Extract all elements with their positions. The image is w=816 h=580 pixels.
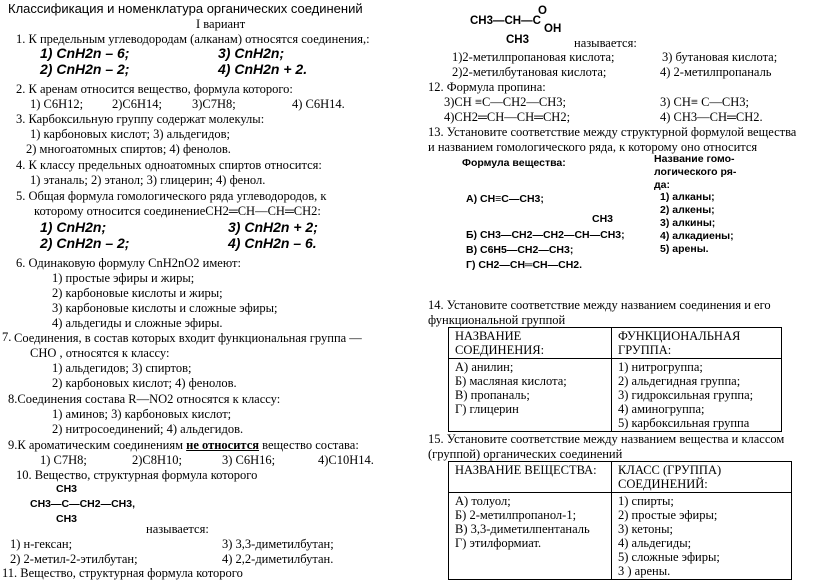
- question-9: 9.К ароматическим соединениям не относится вещество состава:: [8, 438, 359, 452]
- match-table-15: [448, 461, 792, 580]
- option: 1) CnH2n – 6;: [40, 45, 130, 61]
- name-option: 1) алканы;: [660, 191, 715, 203]
- option: 1) н-гексан;: [10, 537, 73, 551]
- question-7: Соединения, в состав которых входит функциональная группа —: [14, 331, 362, 345]
- option: 2)2-метилбутановая кислота;: [452, 65, 607, 79]
- structure: O: [538, 5, 547, 17]
- question-2: 2. К аренам относится вещество, формула которого:: [16, 82, 293, 96]
- option: 3) CH≡ C—CH3;: [660, 95, 750, 109]
- question-12: 12. Формула пропина:: [428, 80, 546, 94]
- question-4: 4. К классу предельных одноатомных спиртов относится:: [16, 158, 322, 172]
- question-5-cont: которому относится соединениеCH2═CH—CH═CH2:: [34, 204, 321, 218]
- page-title: Классификация и номенклатура органических соединений: [8, 1, 363, 16]
- option: 4)C10H14.: [318, 453, 374, 467]
- formula-header: Формула вещества:: [462, 157, 566, 169]
- option: 3) CnH2n + 2;: [228, 219, 318, 235]
- match-table-14: [448, 327, 782, 432]
- option: 1) аминов; 3) карбоновых кислот;: [52, 407, 232, 421]
- question-14: 14. Установите соответствие между названием соединения и его: [428, 298, 771, 312]
- option: 2) карбоновых кислот; 4) фенолов.: [52, 376, 237, 390]
- question-10: 10. Вещество, структурная формула которого: [16, 468, 258, 482]
- option: 1)2-метилпропановая кислота;: [452, 50, 615, 64]
- formula-d: Г) CH2—CH═CH—CH2.: [466, 259, 583, 271]
- formula-b: Б) CH3—CH2—CH2—CH—CH3;: [466, 229, 625, 241]
- table-header: ФУНКЦИОНАЛЬНАЯ ГРУППА:: [612, 328, 782, 359]
- question-7-number: 7.: [2, 330, 12, 344]
- table-cell: А) анилин; Б) масляная кислота; В) пропаналь; Г) глицерин: [449, 359, 612, 432]
- table-cell: 1) спирты; 2) простые эфиры; 3) кетоны; 4) альдегиды; 5) сложные эфиры; 3 ) арены.: [612, 493, 792, 580]
- option: 1) этаналь; 2) этанол; 3) глицерин; 4) фенол.: [30, 173, 266, 187]
- option: 3)CH ≡C—CH2—CH3;: [444, 95, 566, 109]
- question-14-cont: функциональной группой: [428, 313, 566, 327]
- option: 4)CH2═CH—CH═CH2;: [444, 110, 571, 124]
- structure: CH3: [56, 483, 78, 495]
- question-8: 8.Соединения состава R—NO2 относятся к классу:: [8, 392, 281, 406]
- option: 1) простые эфиры и жиры;: [52, 271, 195, 285]
- question-15: 15. Установите соответствие между названием вещества и классом: [428, 432, 785, 446]
- option: 2) нитросоединений; 4) альдегидов.: [52, 422, 244, 436]
- structure: CH3—CH—C: [470, 15, 541, 27]
- called-label: называется:: [574, 36, 637, 50]
- negation: не относится: [186, 438, 260, 452]
- option: 4) CH3—CH═CH2.: [660, 110, 763, 124]
- question-6: 6. Одинаковую формулу CnH2nO2 имеют:: [16, 256, 241, 270]
- structure: CH3—C—CH2—CH3,: [30, 498, 136, 510]
- option: 2) CnH2n – 2;: [40, 235, 130, 251]
- option: 2) многоатомных спиртов; 4) фенолов.: [26, 142, 231, 156]
- formula-c: В) C6H5—CH2—CH3;: [466, 244, 574, 256]
- option: 1) альдегидов; 3) спиртов;: [52, 361, 192, 375]
- option: 2)C8H10;: [132, 453, 182, 467]
- name-option: 5) арены.: [660, 243, 709, 255]
- option: 4) CnH2n + 2.: [218, 61, 308, 77]
- option: 3) CnH2n;: [218, 45, 285, 61]
- structure: CH3: [56, 513, 78, 525]
- variant-label: I вариант: [196, 17, 246, 31]
- structure: CH3: [506, 34, 530, 46]
- option: 2) CnH2n – 2;: [40, 61, 130, 77]
- option: 2)C6H14;: [112, 97, 162, 111]
- name-header: да:: [654, 179, 671, 191]
- name-option: 2) алкены;: [660, 204, 715, 216]
- option: 2) 2-метил-2-этилбутан;: [10, 552, 138, 566]
- option: 3) C6H16;: [222, 453, 276, 467]
- option: 3) карбоновые кислоты и сложные эфиры;: [52, 301, 278, 315]
- option: 2) карбоновые кислоты и жиры;: [52, 286, 223, 300]
- table-header: НАЗВАНИЕ ВЕЩЕСТВА:: [449, 462, 612, 493]
- option: 3)C7H8;: [192, 97, 236, 111]
- option: 1) C6H12;: [30, 97, 84, 111]
- option: 1) CnH2n;: [40, 219, 107, 235]
- option: 1) карбоновых кислот; 3) альдегидов;: [30, 127, 230, 141]
- option: 3) бутановая кислота;: [662, 50, 778, 64]
- question-3: 3. Карбоксильную группу содержат молекулы:: [16, 112, 265, 126]
- option: 4) 2,2-диметилбутан.: [222, 552, 334, 566]
- question-13: 13. Установите соответствие между структурной формулой вещества: [428, 125, 797, 139]
- option: 1) C7H8;: [40, 453, 87, 467]
- formula-b-branch: CH3: [592, 213, 614, 225]
- question-1: 1. К предельным углеводородам (алканам) относятся соединения,:: [16, 32, 370, 46]
- table-cell: 1) нитрогруппа; 2) альдегидная группа; 3) гидроксильная группа; 4) аминогруппа; 5) карбоксильная группа: [612, 359, 782, 432]
- option: 3) 3,3-диметилбутан;: [222, 537, 334, 551]
- table-header: КЛАСС (ГРУППА) СОЕДИНЕНИЙ:: [612, 462, 792, 493]
- name-option: 3) алкины;: [660, 217, 716, 229]
- name-header: логического ря-: [654, 166, 737, 178]
- called-label: называется:: [146, 522, 209, 536]
- question-13-cont: и названием гомологического ряда, к которому оно относится: [428, 140, 758, 154]
- name-option: 4) алкадиены;: [660, 230, 734, 242]
- option: 4) C6H14.: [292, 97, 345, 111]
- formula-a: А) CH≡C—CH3;: [466, 193, 544, 205]
- question-7-cont: CHO , относятся к классу:: [30, 346, 170, 360]
- question-5: 5. Общая формула гомологического ряда углеводородов, к: [16, 189, 327, 203]
- table-cell: А) толуол; Б) 2-метилпропанол-1; В) 3,3-диметилпентаналь Г) этилформиат.: [449, 493, 612, 580]
- option: 4) CnH2n – 6.: [228, 235, 317, 251]
- table-header: НАЗВАНИЕ СОЕДИНЕНИЯ:: [449, 328, 612, 359]
- structure: OH: [544, 23, 562, 35]
- option: 4) альдегиды и сложные эфиры.: [52, 316, 223, 330]
- question-11: 11. Вещество, структурная формула которого: [2, 566, 243, 580]
- option: 4) 2-метилпропаналь: [660, 65, 772, 79]
- question-15-cont: (группой) органических соединений: [428, 447, 623, 461]
- name-header: Название гомо-: [654, 153, 735, 165]
